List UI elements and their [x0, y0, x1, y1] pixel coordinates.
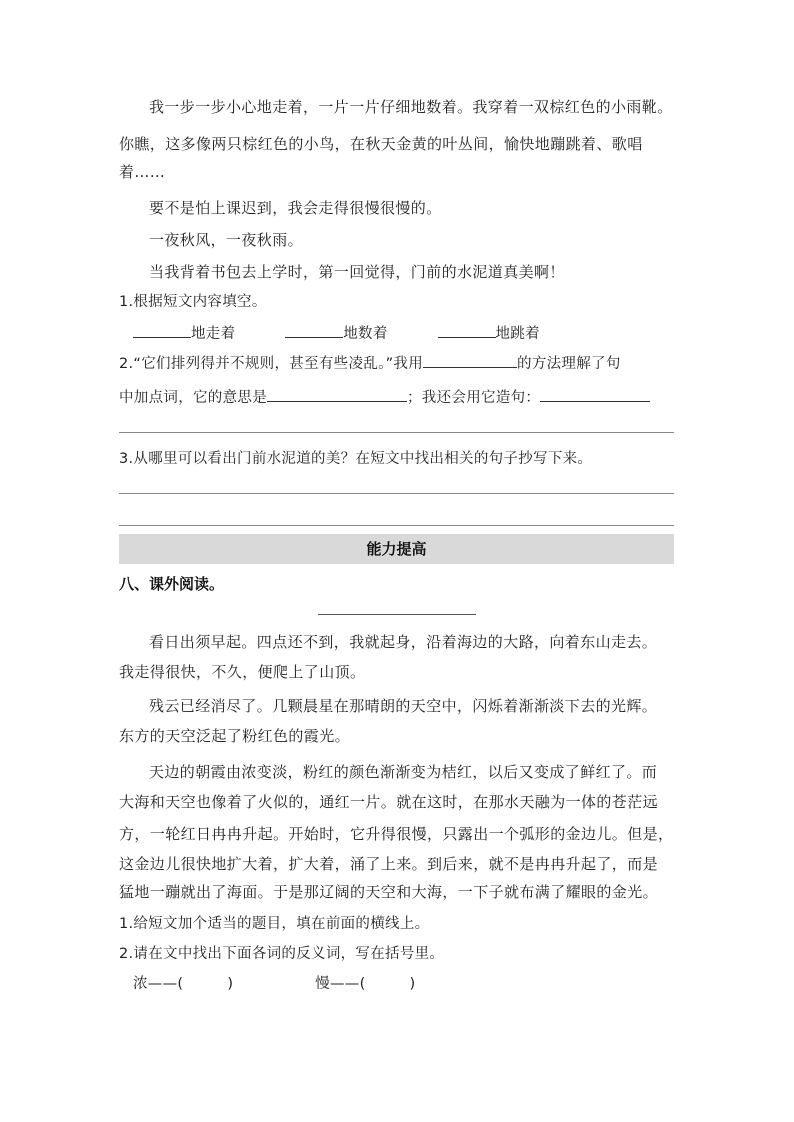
antonym-close-1: ) [227, 976, 234, 992]
question-2-line-2 [119, 386, 675, 408]
question-1: 1.根据短文内容填空。 [119, 294, 267, 310]
fill-blank-1[interactable] [133, 322, 191, 338]
question-2-meaning-label: 中加点词，它的意思是 [119, 390, 267, 406]
answer-line-q3-2[interactable] [119, 525, 674, 526]
sentence-blank[interactable] [540, 386, 650, 402]
meaning-blank[interactable] [267, 386, 407, 402]
dotted-character: 凌 [348, 356, 364, 372]
title-blank-line[interactable] [318, 614, 476, 615]
fill-label-2: 地数着 [343, 326, 388, 342]
passage2-line-7: 方，一轮红日冉冉升起。开始时，它升得很慢，只露出一个弧形的金边儿。但是， [119, 825, 674, 843]
passage1-line-2: 你瞧，这多像两只棕红色的小鸟，在秋天金黄的叶丛间，愉快地蹦跳着、歌唱 [119, 135, 643, 153]
passage1-line-1: 我一步一步小心地走着，一片一片仔细地数着。我穿着一双棕红色的小雨靴。 [149, 98, 673, 116]
reading-question-1: 1.给短文加个适当的题目，填在前面的横线上。 [119, 916, 430, 932]
answer-line-q2[interactable] [119, 432, 674, 433]
method-blank[interactable] [423, 352, 517, 368]
passage2-line-6: 大海和天空也像着了火似的，通红一片。就在这时，在那水天融为一体的苍茫远 [119, 793, 659, 811]
question-2-suffix: 的方法理解了句 [517, 356, 621, 372]
dotted-character-2: 蹦 [165, 883, 181, 901]
passage2-line-5: 天边的朝霞由浓变淡，粉红的颜色渐渐变为桔红，以后又变成了鲜红了。而 [149, 763, 658, 781]
question-2-sentence-label: ；我还会用它造句： [407, 390, 541, 406]
passage2-line-1: 看日出须早起。四点还不到，我就起身，沿着海边的大路，向着东山走去。 [149, 633, 658, 651]
antonym-row [133, 974, 673, 994]
answer-line-q3-1[interactable] [119, 493, 674, 494]
section-banner: 能力提高 [119, 534, 674, 564]
antonym-word-1: 浓——( [133, 976, 184, 992]
passage1-line-3: 着…… [119, 163, 166, 181]
passage2-line-2: 我走得很快，不久，便爬上了山顶。 [119, 663, 366, 681]
passage2-line-9 [119, 882, 675, 902]
question-2-prefix: 2.“它们排列得并不规则，甚至有些 [119, 356, 349, 372]
fill-label-1: 地走着 [191, 326, 236, 342]
question-1-fill-row [133, 322, 673, 344]
passage2-line-3: 残云已经消尽了。几颗晨星在那晴朗的天空中，闪烁着渐渐淡下去的光辉。 [149, 697, 658, 715]
passage1-line-5: 一夜秋风，一夜秋雨。 [149, 231, 304, 249]
passage1-line-4: 要不是怕上课迟到，我会走得很慢很慢的。 [149, 199, 442, 217]
reading-question-2: 2.请在文中找出下面各词的反义词，写在括号里。 [119, 946, 445, 962]
passage2-line-9-start: 猛地一 [119, 883, 166, 901]
question-2-line-1 [119, 352, 675, 374]
passage2-line-4: 东方的天空泛起了粉红色的霞光。 [119, 727, 351, 745]
passage2-line-9-end: 就出了海面。于是那辽阔的天空和大海，一下子就布满了耀眼的金光。 [180, 883, 659, 901]
question-3: 3.从哪里可以看出门前水泥道的美？在短文中找出相关的句子抄写下来。 [119, 451, 593, 467]
fill-blank-3[interactable] [438, 322, 496, 338]
antonym-close-2: ) [409, 976, 416, 992]
fill-label-3: 地跳着 [495, 326, 540, 342]
antonym-word-2: 慢——( [315, 976, 366, 992]
passage1-line-6: 当我背着书包去上学时，第一回觉得，门前的水泥道真美啊！ [149, 263, 565, 281]
question-2-mid: 乱。”我用 [363, 356, 424, 372]
section-8-heading: 八、课外阅读。 [119, 575, 225, 593]
passage2-line-8: 这金边儿很快地扩大着，扩大着，涌了上来。到后来，就不是冉冉升起了，而是 [119, 855, 659, 873]
fill-blank-2[interactable] [285, 322, 343, 338]
